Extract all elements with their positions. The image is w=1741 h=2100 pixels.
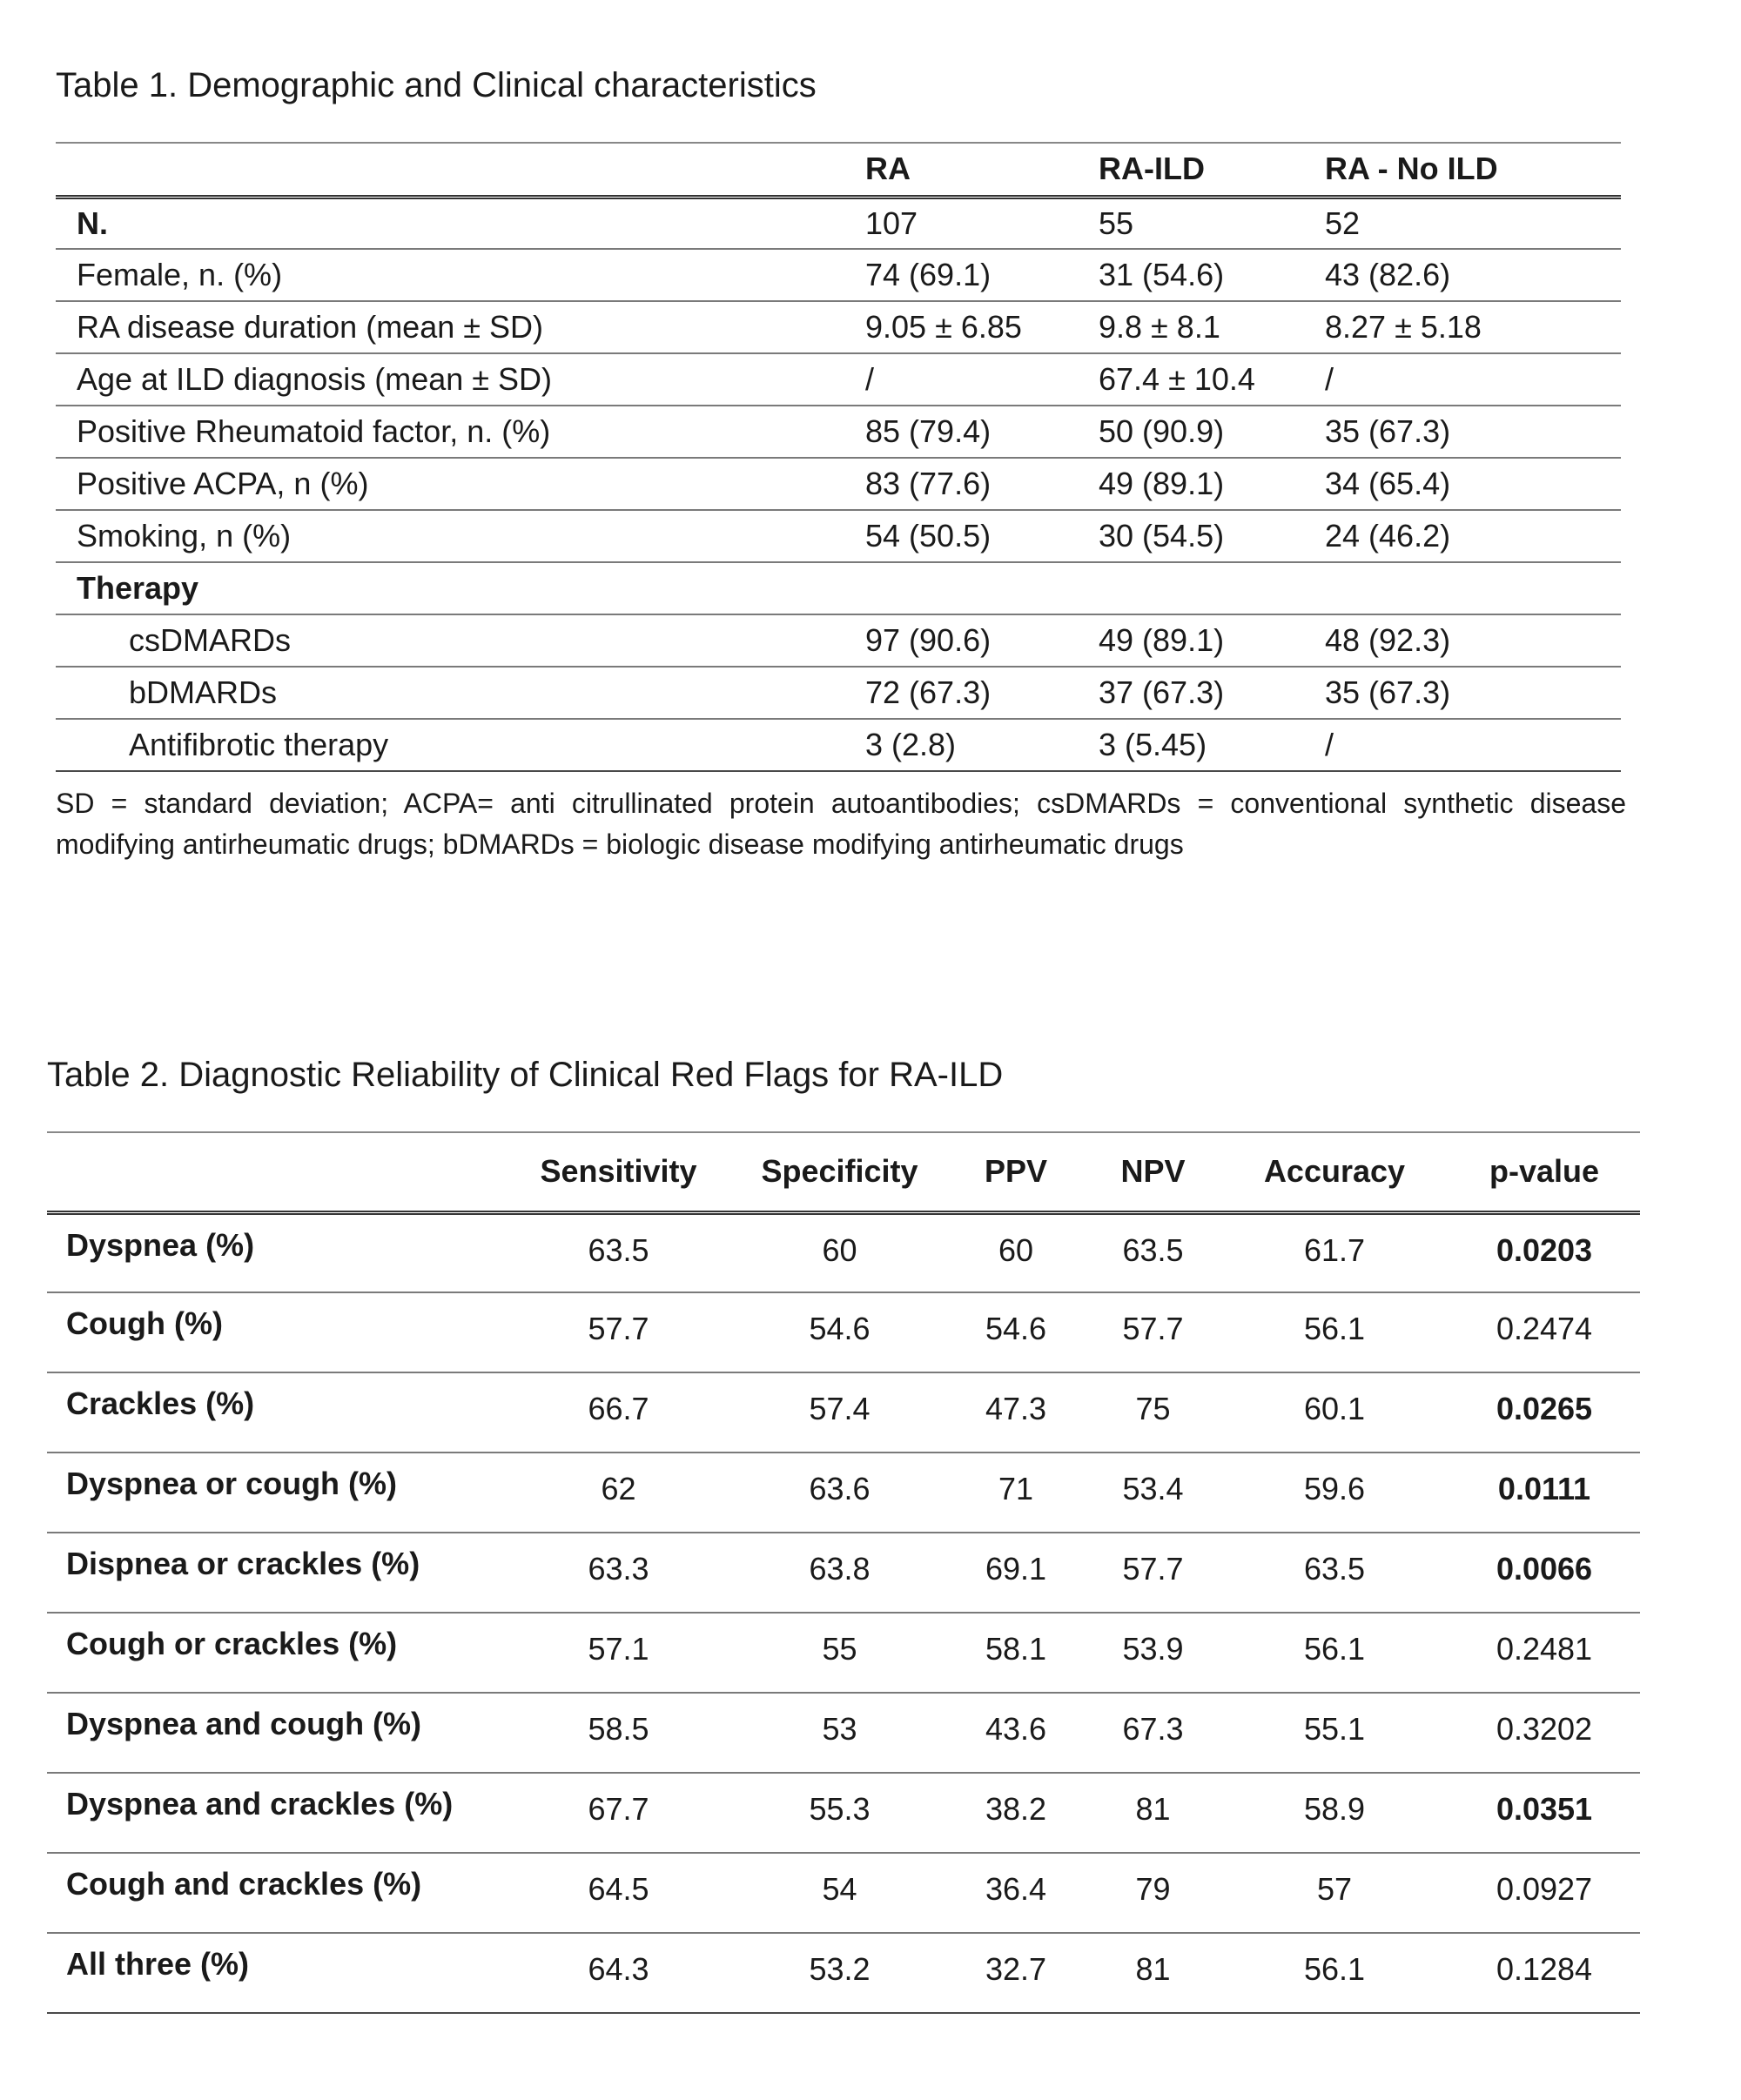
- table2: [47, 1131, 1640, 2014]
- table2-row: [47, 1933, 1640, 2013]
- table1-row: [56, 562, 1621, 614]
- table2-cell-p-value: 0.2474: [1449, 1292, 1640, 1372]
- table2-cell-specificity: 53.2: [733, 1933, 946, 2013]
- table2-caption: Table 2. Diagnostic Reliability of Clinical Red Flags for RA-ILD: [47, 1056, 1004, 1094]
- table2-cell-sensitivity: 63.5: [504, 1212, 733, 1292]
- table1-row: [56, 510, 1621, 562]
- table2-cell-specificity: 54.6: [733, 1292, 946, 1372]
- table2-cell-ppv: 54.6: [946, 1292, 1086, 1372]
- table2-cell-specificity: 60: [733, 1212, 946, 1292]
- table1-row: [56, 719, 1621, 771]
- table2-cell-ppv: 58.1: [946, 1613, 1086, 1693]
- table1-cell-ra: 9.05 ± 6.85: [865, 301, 1099, 353]
- table1-cell-ra: /: [865, 353, 1099, 406]
- table1-footnote: SD = standard deviation; ACPA= anti citrullinated protein autoantibodies; csDMARDs = conventional synthetic disease modifying antirheumatic drugs; bDMARDs = biologic disease modifying antirheumatic drugs: [56, 788, 1626, 860]
- table2-cell-npv: 81: [1086, 1933, 1220, 2013]
- table1-row: [56, 197, 1621, 249]
- table1-cell-ra: 85 (79.4): [865, 406, 1099, 458]
- table1-row-label: Antifibrotic therapy: [56, 719, 865, 771]
- table2-cell-accuracy: 57: [1220, 1853, 1449, 1933]
- table2-cell-ppv: 69.1: [946, 1533, 1086, 1613]
- table2-cell-ppv: 71: [946, 1453, 1086, 1533]
- table1-cell-ra-no-ild: 48 (92.3): [1325, 614, 1621, 667]
- table2-cell-npv: 75: [1086, 1372, 1220, 1453]
- table1-row: [56, 249, 1621, 301]
- table2-cell-accuracy: 56.1: [1220, 1933, 1449, 2013]
- table1-row: [56, 667, 1621, 719]
- table1-cell-ra-ild: 55: [1099, 197, 1325, 249]
- table2-cell-specificity: 55.3: [733, 1773, 946, 1853]
- table2-row-label: All three (%): [47, 1933, 504, 2013]
- table1-cell-ra-ild: 49 (89.1): [1099, 614, 1325, 667]
- table1-cell-ra: 72 (67.3): [865, 667, 1099, 719]
- table1-cell-ra-ild: 49 (89.1): [1099, 458, 1325, 510]
- table2-cell-accuracy: 61.7: [1220, 1212, 1449, 1292]
- table2-row-label: Crackles (%): [47, 1372, 504, 1453]
- table2-cell-npv: 57.7: [1086, 1292, 1220, 1372]
- table1-cell-ra-ild: 31 (54.6): [1099, 249, 1325, 301]
- table2-cell-specificity: 53: [733, 1693, 946, 1773]
- table2-cell-p-value: 0.0111: [1449, 1453, 1640, 1533]
- table2-header-specificity: Specificity: [733, 1132, 946, 1212]
- table1: [56, 142, 1621, 772]
- table1-row-label: csDMARDs: [56, 614, 865, 667]
- table2-cell-npv: 63.5: [1086, 1212, 1220, 1292]
- table2-cell-ppv: 32.7: [946, 1933, 1086, 2013]
- table1-header-blank: [56, 143, 865, 197]
- table2-cell-sensitivity: 66.7: [504, 1372, 733, 1453]
- table2-row: [47, 1372, 1640, 1453]
- table2-header-row: [47, 1132, 1640, 1212]
- table1-cell-ra-ild: 30 (54.5): [1099, 510, 1325, 562]
- table1-header-ra: RA: [865, 143, 1099, 197]
- table1-row-label: Positive Rheumatoid factor, n. (%): [56, 406, 865, 458]
- table1-row-label: Age at ILD diagnosis (mean ± SD): [56, 353, 865, 406]
- table1-row-label: bDMARDs: [56, 667, 865, 719]
- table2-cell-p-value: 0.0265: [1449, 1372, 1640, 1453]
- table2-row-label: Cough or crackles (%): [47, 1613, 504, 1693]
- table1-caption: Table 1. Demographic and Clinical characteristics: [56, 66, 817, 104]
- table1-cell-ra-ild: 9.8 ± 8.1: [1099, 301, 1325, 353]
- table1-cell-ra-ild: [1099, 562, 1325, 614]
- table2-cell-accuracy: 60.1: [1220, 1372, 1449, 1453]
- table1-row: [56, 614, 1621, 667]
- table1-row: [56, 458, 1621, 510]
- table2-header-sensitivity: Sensitivity: [504, 1132, 733, 1212]
- table2-row: [47, 1853, 1640, 1933]
- table2-cell-specificity: 55: [733, 1613, 946, 1693]
- table2-cell-ppv: 36.4: [946, 1853, 1086, 1933]
- table2-cell-specificity: 57.4: [733, 1372, 946, 1453]
- table1-cell-ra: 97 (90.6): [865, 614, 1099, 667]
- table1-cell-ra: 107: [865, 197, 1099, 249]
- table2-cell-accuracy: 55.1: [1220, 1693, 1449, 1773]
- table2-header-p-value: p-value: [1449, 1132, 1640, 1212]
- table1-row: [56, 301, 1621, 353]
- table1-cell-ra-no-ild: /: [1325, 353, 1621, 406]
- table2-header-blank: [47, 1132, 504, 1212]
- table1-row-label: Female, n. (%): [56, 249, 865, 301]
- table2-cell-ppv: 38.2: [946, 1773, 1086, 1853]
- table1-row-label: Smoking, n (%): [56, 510, 865, 562]
- table1-row-label: N.: [56, 197, 865, 249]
- table2-row: [47, 1693, 1640, 1773]
- table2-cell-ppv: 47.3: [946, 1372, 1086, 1453]
- table2-cell-accuracy: 58.9: [1220, 1773, 1449, 1853]
- table2-row: [47, 1453, 1640, 1533]
- table1-cell-ra-no-ild: 52: [1325, 197, 1621, 249]
- table2-row-label: Dyspnea (%): [47, 1212, 504, 1292]
- table2-cell-specificity: 63.8: [733, 1533, 946, 1613]
- table2-cell-p-value: 0.1284: [1449, 1933, 1640, 2013]
- table2-cell-specificity: 63.6: [733, 1453, 946, 1533]
- table2-header-accuracy: Accuracy: [1220, 1132, 1449, 1212]
- table2-cell-sensitivity: 67.7: [504, 1773, 733, 1853]
- table2-cell-ppv: 43.6: [946, 1693, 1086, 1773]
- table2-row-label: Cough (%): [47, 1292, 504, 1372]
- table1-cell-ra-no-ild: 34 (65.4): [1325, 458, 1621, 510]
- table1-header-ra-ild: RA-ILD: [1099, 143, 1325, 197]
- table1-cell-ra: 74 (69.1): [865, 249, 1099, 301]
- table2-cell-sensitivity: 57.1: [504, 1613, 733, 1693]
- table1-cell-ra-no-ild: 24 (46.2): [1325, 510, 1621, 562]
- table1-cell-ra-ild: 37 (67.3): [1099, 667, 1325, 719]
- table1-cell-ra-no-ild: /: [1325, 719, 1621, 771]
- table1-cell-ra: [865, 562, 1099, 614]
- table2-row-label: Dyspnea and cough (%): [47, 1693, 504, 1773]
- table2-header-ppv: PPV: [946, 1132, 1086, 1212]
- table2-cell-p-value: 0.0203: [1449, 1212, 1640, 1292]
- table2-cell-npv: 81: [1086, 1773, 1220, 1853]
- table2-cell-npv: 67.3: [1086, 1693, 1220, 1773]
- table2-cell-sensitivity: 63.3: [504, 1533, 733, 1613]
- table2-cell-npv: 79: [1086, 1853, 1220, 1933]
- table2-cell-accuracy: 56.1: [1220, 1292, 1449, 1372]
- table2-row-label: Dyspnea and crackles (%): [47, 1773, 504, 1853]
- table1-row-label: Therapy: [56, 562, 865, 614]
- table2-row-label: Dispnea or crackles (%): [47, 1533, 504, 1613]
- table2-row: [47, 1613, 1640, 1693]
- table1-cell-ra: 54 (50.5): [865, 510, 1099, 562]
- table1-cell-ra-no-ild: 35 (67.3): [1325, 406, 1621, 458]
- table1-row-label: RA disease duration (mean ± SD): [56, 301, 865, 353]
- table1-cell-ra: 83 (77.6): [865, 458, 1099, 510]
- table1-cell-ra-no-ild: 35 (67.3): [1325, 667, 1621, 719]
- table1-cell-ra-no-ild: 43 (82.6): [1325, 249, 1621, 301]
- table2-cell-sensitivity: 57.7: [504, 1292, 733, 1372]
- table1-cell-ra: 3 (2.8): [865, 719, 1099, 771]
- table1-header-row: [56, 143, 1621, 197]
- table1-cell-ra-ild: 67.4 ± 10.4: [1099, 353, 1325, 406]
- table2-cell-npv: 57.7: [1086, 1533, 1220, 1613]
- table2-row: [47, 1292, 1640, 1372]
- table1-header-ra-no-ild: RA - No ILD: [1325, 143, 1621, 197]
- table2-cell-accuracy: 56.1: [1220, 1613, 1449, 1693]
- table1-cell-ra-ild: 3 (5.45): [1099, 719, 1325, 771]
- table2-cell-p-value: 0.0066: [1449, 1533, 1640, 1613]
- table2-cell-p-value: 0.2481: [1449, 1613, 1640, 1693]
- table2-cell-p-value: 0.0351: [1449, 1773, 1640, 1853]
- table2-cell-ppv: 60: [946, 1212, 1086, 1292]
- table2-row: [47, 1212, 1640, 1292]
- table2-row: [47, 1533, 1640, 1613]
- table2-cell-npv: 53.9: [1086, 1613, 1220, 1693]
- table1-cell-ra-ild: 50 (90.9): [1099, 406, 1325, 458]
- table2-cell-p-value: 0.3202: [1449, 1693, 1640, 1773]
- table2-cell-sensitivity: 62: [504, 1453, 733, 1533]
- table2-cell-accuracy: 63.5: [1220, 1533, 1449, 1613]
- table2-cell-specificity: 54: [733, 1853, 946, 1933]
- table2-cell-p-value: 0.0927: [1449, 1853, 1640, 1933]
- table2-cell-sensitivity: 64.3: [504, 1933, 733, 2013]
- table2-cell-npv: 53.4: [1086, 1453, 1220, 1533]
- table2-row: [47, 1773, 1640, 1853]
- table2-row-label: Cough and crackles (%): [47, 1853, 504, 1933]
- table2-row-label: Dyspnea or cough (%): [47, 1453, 504, 1533]
- table1-row: [56, 353, 1621, 406]
- table2-cell-sensitivity: 64.5: [504, 1853, 733, 1933]
- table1-cell-ra-no-ild: [1325, 562, 1621, 614]
- table2-cell-sensitivity: 58.5: [504, 1693, 733, 1773]
- table1-cell-ra-no-ild: 8.27 ± 5.18: [1325, 301, 1621, 353]
- table1-row-label: Positive ACPA, n (%): [56, 458, 865, 510]
- table2-header-npv: NPV: [1086, 1132, 1220, 1212]
- table2-cell-accuracy: 59.6: [1220, 1453, 1449, 1533]
- table1-row: [56, 406, 1621, 458]
